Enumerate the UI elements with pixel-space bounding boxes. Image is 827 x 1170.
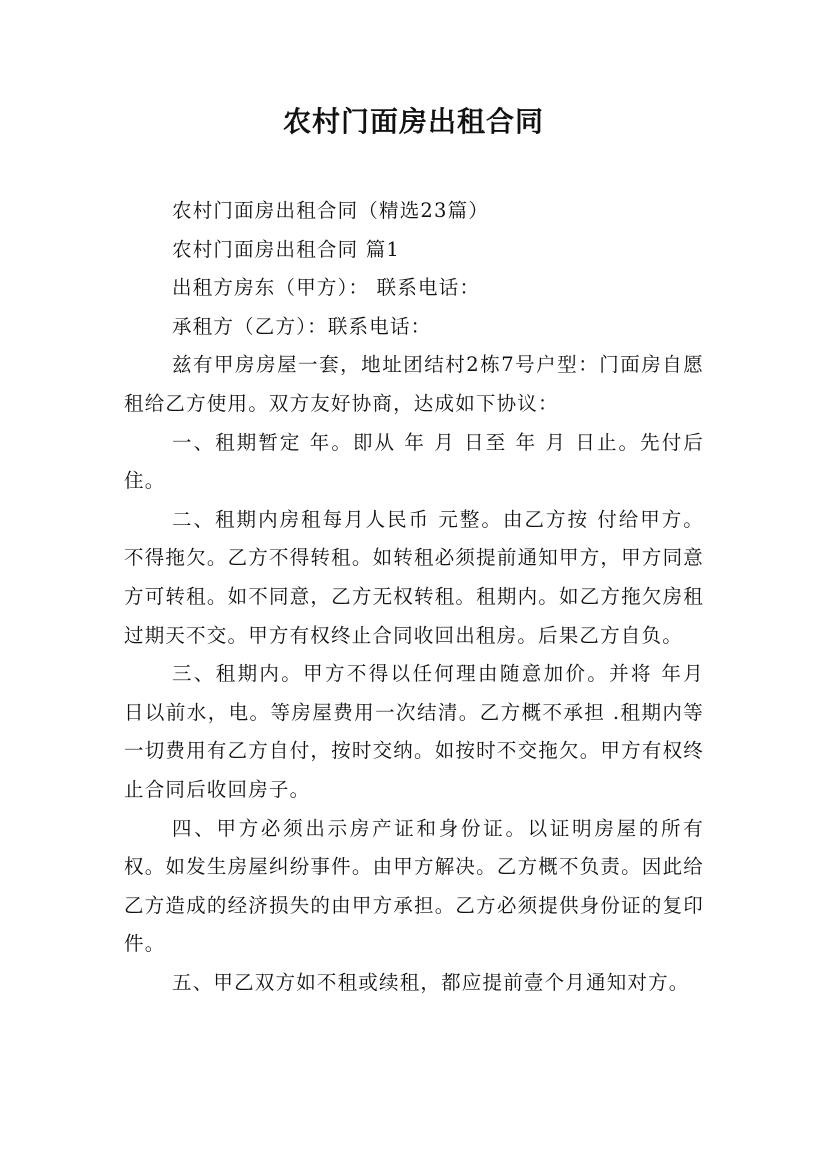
paragraph-clause-2: 二、租期内房租每月人民币 元整。由乙方按 付给甲方。不得拖欠。乙方不得转租。如转租必须提前通知甲方，甲方同意方可转租。如不同意，乙方无权转租。租期内。如乙方拖欠房租过期天不交。甲方有权终止合同收回出租房。后果乙方自负。 [124,507,704,647]
document-title: 农村门面房出租合同 [282,105,544,138]
paragraph-clause-3: 三、租期内。甲方不得以任何理由随意加价。并将 年月 日以前水，电。等房屋费用一次结清。乙方概不承担 .租期内等一切费用有乙方自付，按时交纳。如按时不交拖欠。甲方有权终止合同后收回房子。 [124,662,704,801]
paragraph-lessee: 承租方（乙方）：联系电话： [172,314,432,338]
document-body [124,192,704,1002]
paragraph-clause-4: 四、甲方必须出示房产证和身份证。以证明房屋的所有权。如发生房屋纠纷事件。由甲方解决。乙方概不负责。因此给乙方造成的经济损失的由甲方承担。乙方必须提供身份证的复印件。 [124,816,704,956]
paragraph-lessor: 出租方房东（甲方）： 联系电话： [172,276,481,300]
paragraph-subtitle: 农村门面房出租合同（精选23篇） [172,199,490,222]
paragraph-clause-5: 五、甲乙双方如不租或续租，都应提前壹个月通知对方。 [172,970,690,994]
paragraph-section-heading: 农村门面房出租合同 篇1 [172,237,401,261]
paragraph-intro: 兹有甲房房屋一套，地址团结村2栋7号户型：门面房自愿租给乙方使用。双方友好协商，达成如下协议： [124,353,704,415]
paragraph-clause-1: 一、租期暂定 年。即从 年 月 日至 年 月 日止。先付后住。 [124,430,704,493]
